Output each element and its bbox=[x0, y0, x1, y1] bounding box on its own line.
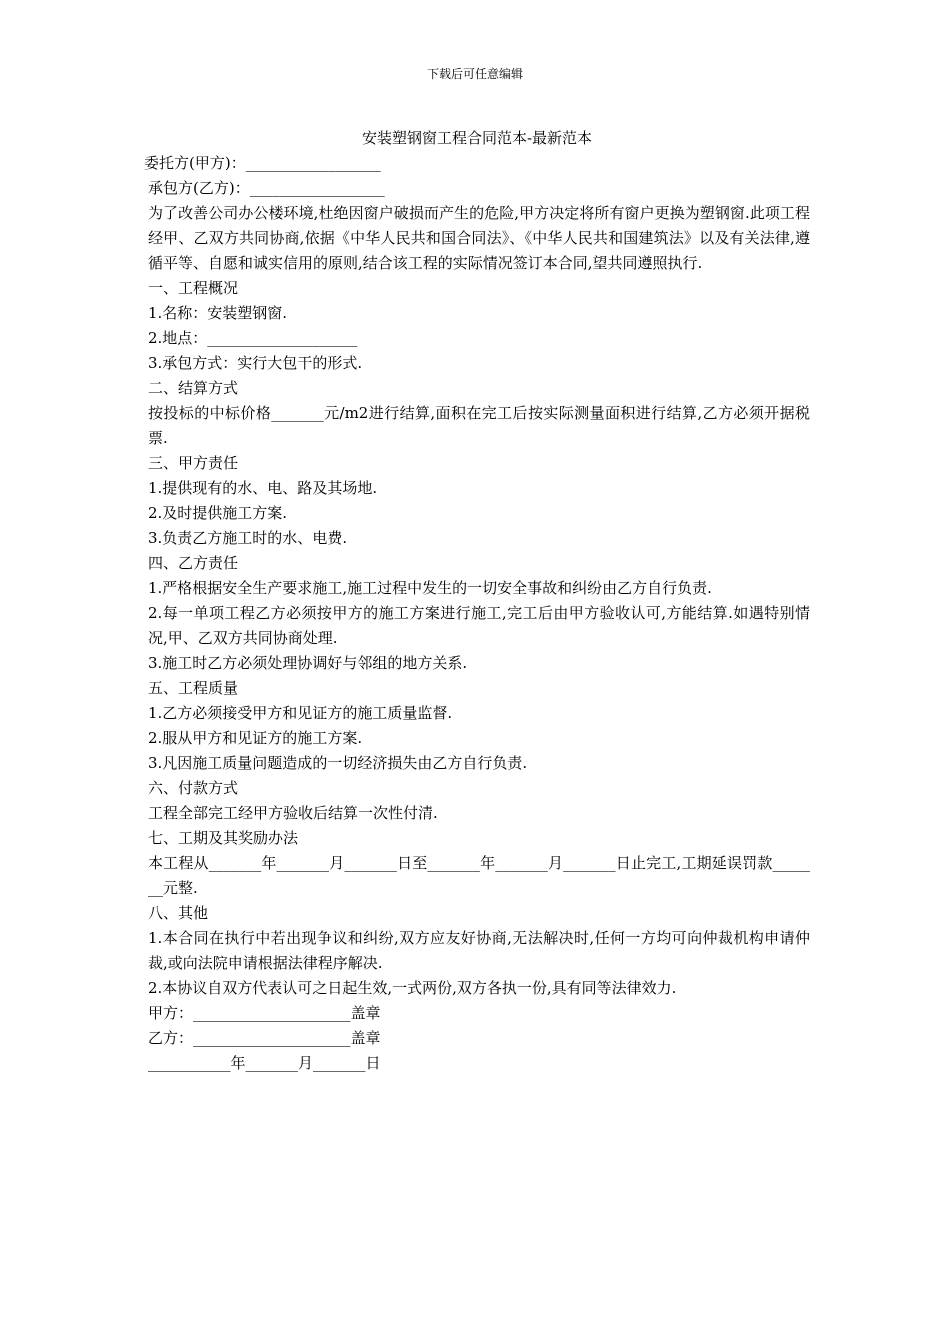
page-header-note: 下载后可任意编辑 bbox=[426, 67, 523, 81]
section-heading: 三、甲方责任 bbox=[148, 454, 239, 472]
section-heading: 四、乙方责任 bbox=[148, 554, 239, 572]
section-heading: 七、工期及其奖励办法 bbox=[148, 829, 299, 847]
clause-paragraph: 工程全部完工经甲方验收后结算一次性付清. bbox=[148, 804, 438, 822]
section-heading: 六、付款方式 bbox=[148, 779, 239, 797]
section-heading: 八、其他 bbox=[148, 904, 209, 922]
clause-item: 3.凡因施工质量问题造成的一切经济损失由乙方自行负责. bbox=[148, 754, 528, 772]
clause-paragraph: 本工程从_______年_______月_______日至_______年_______月_______日止完工,工期延误罚款_______元整. bbox=[148, 854, 810, 897]
clause-item: 3.承包方式：实行大包干的形式. bbox=[148, 354, 363, 372]
signature-date: ___________年_______月_______日 bbox=[148, 1054, 381, 1072]
section-heading: 五、工程质量 bbox=[148, 679, 239, 697]
clause-item: 2.服从甲方和见证方的施工方案. bbox=[148, 729, 363, 747]
clause-item: 1.乙方必须接受甲方和见证方的施工质量监督. bbox=[148, 704, 453, 722]
party-a-line: 委托方(甲方)：__________________ bbox=[144, 154, 381, 172]
clause-paragraph: 按投标的中标价格_______元/m2进行结算,面积在完工后按实际测量面积进行结算,乙方必须开据税票. bbox=[148, 404, 810, 447]
preamble-paragraph: 为了改善公司办公楼环境,杜绝因窗户破损而产生的危险,甲方决定将所有窗户更换为塑钢窗.此项工程经甲、乙双方共同协商,依据《中华人民共和国合同法》、《中华人民共和国建筑法》以及有关法律,遵循平等、自愿和诚实信用的原则,结合该工程的实际情况签订本合同,望共同遵照执行. bbox=[148, 204, 810, 272]
signature-party-a: 甲方：_____________________盖章 bbox=[148, 1004, 381, 1022]
document-title: 安装塑钢窗工程合同范本-最新范本 bbox=[361, 129, 593, 147]
clause-item: 3.负责乙方施工时的水、电费. bbox=[148, 529, 348, 547]
section-heading: 二、结算方式 bbox=[148, 379, 239, 397]
clause-item: 2.本协议自双方代表认可之日起生效,一式两份,双方各执一份,具有同等法律效力. bbox=[148, 979, 677, 997]
clause-item: 1.严格根据安全生产要求施工,施工过程中发生的一切安全事故和纠纷由乙方自行负责. bbox=[148, 579, 712, 597]
clause-item: 2.每一单项工程乙方必须按甲方的施工方案进行施工,完工后由甲方验收认可,方能结算.如遇特别情况,甲、乙双方共同协商处理. bbox=[148, 604, 810, 647]
clause-item: 1.提供现有的水、电、路及其场地. bbox=[148, 479, 378, 497]
clause-item: 2.及时提供施工方案. bbox=[148, 504, 288, 522]
clause-item: 1.名称：安装塑钢窗. bbox=[148, 304, 288, 322]
signature-party-b: 乙方：_____________________盖章 bbox=[148, 1029, 381, 1047]
clause-item: 1.本合同在执行中若出现争议和纠纷,双方应友好协商,无法解决时,任何一方均可向仲裁机构申请仲裁,或向法院申请根据法律程序解决. bbox=[148, 929, 810, 972]
section-heading: 一、工程概况 bbox=[148, 279, 239, 297]
clause-item: 3.施工时乙方必须处理协调好与邻组的地方关系. bbox=[148, 654, 468, 672]
contract-document bbox=[144, 126, 810, 1076]
party-b-line: 承包方(乙方)：__________________ bbox=[148, 179, 385, 197]
clause-item: 2.地点：____________________ bbox=[148, 329, 358, 347]
